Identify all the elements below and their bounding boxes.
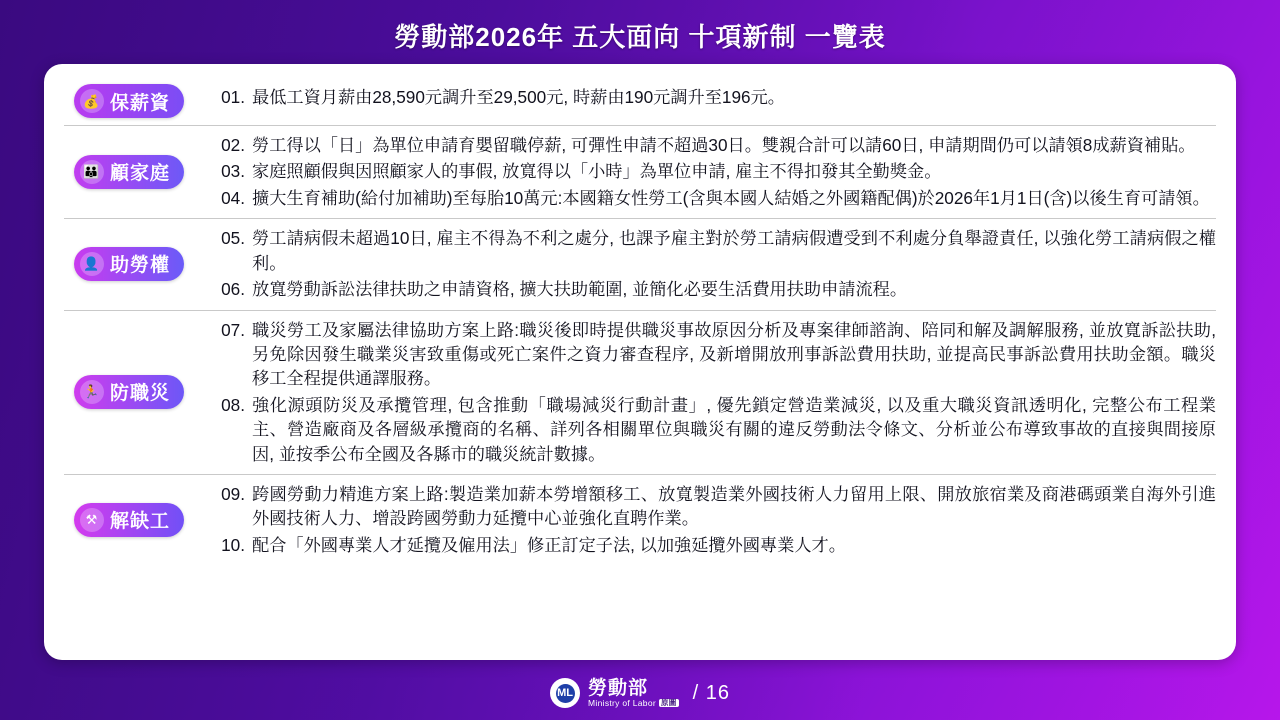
item-list <box>214 225 1216 302</box>
category-tag-family[interactable] <box>74 155 184 189</box>
list-item <box>218 532 1216 558</box>
item-number: 09. <box>221 484 245 505</box>
item-text: 勞工請病假未超過10日, 雇主不得為不利之處分, 也課予雇主對於勞工請病假遭受到不利處分負舉證責任, 以強化勞工請病假之權利。 <box>252 228 1216 273</box>
person-icon: 👤 <box>80 252 104 276</box>
category-group-rights <box>64 219 1216 310</box>
item-text: 勞工得以「日」為單位申請育嬰留職停薪, 可彈性申請不超過30日。雙親合計可以請60日, 申請期間仍可以請領8成薪資補貼。 <box>252 135 1196 155</box>
item-text: 強化源頭防災及承攬管理, 包含推動「職場減災行動計畫」, 優先鎖定營造業減災, 以及重大職災資訊透明化, 完整公布工程業主、營造廠商及各層級承攬商的名稱、詳列各相關單位與職災有關的違反勞動法令條文、分析並公布導致事故的直接與間接原因, 並按季公布全國及各縣市的職災統計數據。 <box>252 394 1216 464</box>
item-number: 02. <box>221 135 245 155</box>
item-text: 最低工資月薪由28,590元調升至29,500元, 時薪由190元調升至196元。 <box>252 87 785 107</box>
item-text: 職災勞工及家屬法律協助方案上路:職災後即時提供職災事故原因分析及專案律師諮詢、陪同和解及調解服務, 並放寬訴訟扶助, 另免除因發生職業災害致重傷或死亡案件之資力審查程序, 及新增開放刑事訴訟費用扶助, 並提高民事訴訟費用扶助金額。職災移工全程提供通譯服務。 <box>252 319 1216 389</box>
list-item <box>218 276 1216 302</box>
list-item <box>218 225 1216 276</box>
category-tag-column <box>64 375 214 409</box>
page-number: / 16 <box>692 681 730 704</box>
category-group-pay <box>64 78 1216 126</box>
item-number: 04. <box>221 187 245 208</box>
category-tag-column <box>64 503 214 537</box>
ministry-name-en: Ministry of Labor <box>588 697 656 708</box>
list-item <box>218 84 1216 110</box>
item-number: 10. <box>221 534 245 555</box>
item-text: 擴大生育補助(給付加補助)至每胎10萬元:本國籍女性勞工(含與本國人結婚之外國籍配偶)於2026年1月1日(含)以後生育可請領。 <box>252 187 1210 208</box>
ministry-name-cn: 勞動部 <box>588 677 649 699</box>
category-tag-label: 解缺工 <box>110 511 171 533</box>
content-card <box>44 64 1236 660</box>
item-list <box>214 317 1216 468</box>
ministry-name-en-row <box>588 699 679 708</box>
item-text: 家庭照顧假與因照顧家人的事假, 放寬得以「小時」為單位申請, 雇主不得扣發其全勤獎金。 <box>252 161 942 182</box>
category-tag-label: 助勞權 <box>110 255 171 277</box>
item-number: 05. <box>221 228 245 249</box>
list-item <box>218 132 1216 158</box>
item-list <box>214 481 1216 558</box>
ministry-logo-text <box>588 679 679 708</box>
tools-icon: ⚒ <box>80 508 104 532</box>
family-icon: 👪 <box>80 160 104 184</box>
item-list <box>214 84 1216 110</box>
category-tag-label: 保薪資 <box>110 92 171 114</box>
category-tag-column <box>64 84 214 118</box>
category-tag-column <box>64 155 214 189</box>
category-group-occupational-safety <box>64 311 1216 476</box>
list-item <box>218 317 1216 392</box>
list-item <box>218 392 1216 467</box>
item-list <box>214 132 1216 211</box>
item-number: 07. <box>221 319 245 340</box>
category-tag-pay[interactable] <box>74 84 184 118</box>
category-group-labor-shortage <box>64 475 1216 565</box>
page-title: 勞動部2026年 五大面向 十項新制 一覽表 <box>394 22 886 52</box>
category-tag-column <box>64 247 214 281</box>
footer <box>0 678 1280 708</box>
item-text: 放寬勞動訴訟法律扶助之申請資格, 擴大扶助範圍, 並簡化必要生活費用扶助申請流程。 <box>252 279 908 300</box>
money-bag-icon: 💰 <box>80 89 104 113</box>
list-item <box>218 481 1216 532</box>
list-item <box>218 185 1216 211</box>
item-number: 06. <box>221 279 245 300</box>
logo-mark-inner: ML <box>556 684 575 703</box>
list-item <box>218 158 1216 184</box>
category-tag-label: 顧家庭 <box>110 163 171 185</box>
item-number: 08. <box>221 394 245 415</box>
category-tag-label: 防職災 <box>110 383 171 405</box>
category-tag-rights[interactable] <box>74 247 184 281</box>
ministry-logo-icon <box>550 678 580 708</box>
item-text: 配合「外國專業人才延攬及僱用法」修正訂定子法, 以加強延攬外國專業人才。 <box>252 534 846 555</box>
category-group-family <box>64 126 1216 219</box>
item-number: 03. <box>221 161 245 182</box>
item-number: 01. <box>221 87 245 107</box>
category-tag-labor-shortage[interactable] <box>74 503 184 537</box>
category-tag-occupational-safety[interactable] <box>74 375 184 409</box>
logo-chip: 原圖 <box>660 698 677 708</box>
worker-safety-icon: 🏃 <box>80 380 104 404</box>
item-text: 跨國勞動力精進方案上路:製造業加薪本勞增額移工、放寬製造業外國技術人力留用上限、開放旅宿業及商港碼頭業自海外引進外國技術人力、增設跨國勞動力延攬中心並強化直聘作業。 <box>252 484 1216 529</box>
